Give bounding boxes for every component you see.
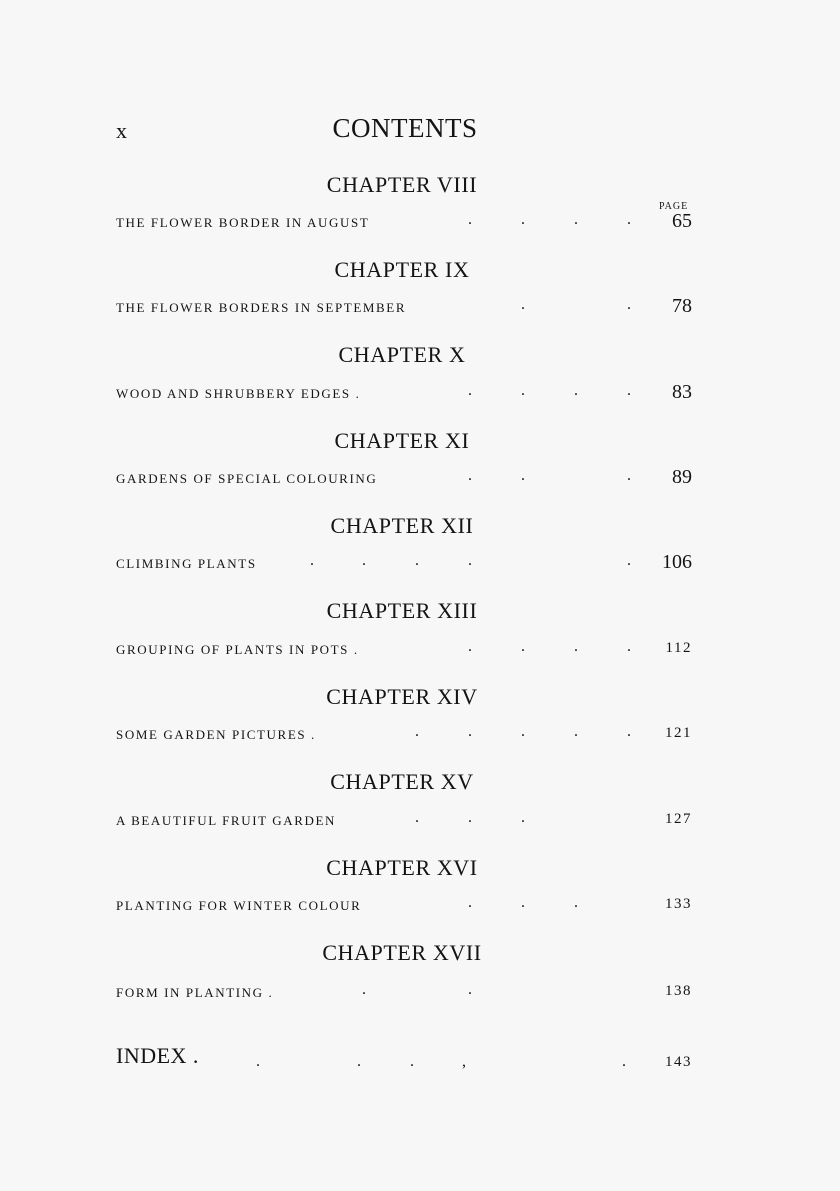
chapter-page-number: 127: [665, 811, 692, 827]
leader-dot: .: [468, 638, 472, 655]
leader-dot: .: [521, 211, 525, 228]
index-leader: ,: [462, 1053, 466, 1070]
leader-dot: .: [521, 809, 525, 826]
leader-dot: .: [574, 382, 578, 399]
chapter-title: A BEAUTIFUL FRUIT GARDEN: [116, 813, 337, 828]
leader-dot: .: [521, 382, 525, 399]
chapter-page-number: 133: [665, 896, 692, 912]
leader-dot: .: [627, 467, 631, 484]
chapter-page-number: 89: [672, 466, 692, 488]
page-number: x: [116, 118, 127, 143]
chapter-page-number: 65: [672, 210, 692, 232]
leader-dot: .: [362, 552, 366, 569]
leader-dot: .: [362, 981, 366, 998]
leader-dot: .: [627, 723, 631, 740]
chapter-title: CLIMBING PLANTS: [116, 556, 257, 571]
chapter-page-number: 138: [665, 983, 692, 999]
leader-dot: .: [415, 723, 419, 740]
chapter-heading: CHAPTER VIII: [326, 172, 478, 197]
chapter-heading: CHAPTER XV: [330, 769, 474, 794]
chapter-title: SOME GARDEN PICTURES .: [116, 727, 316, 742]
chapter-heading: CHAPTER XI: [334, 428, 470, 453]
leader-dot: .: [521, 638, 525, 655]
leader-dot: .: [468, 552, 472, 569]
chapter-heading: CHAPTER IX: [334, 257, 470, 282]
chapter-page-number: 78: [672, 295, 692, 317]
index-leader: .: [622, 1053, 626, 1070]
page-title: CONTENTS: [332, 113, 478, 143]
index-leader: .: [256, 1053, 260, 1070]
chapter-heading: CHAPTER XVII: [322, 940, 482, 965]
leader-dot: .: [310, 552, 314, 569]
chapter-heading: CHAPTER X: [338, 342, 466, 367]
leader-dot: .: [521, 723, 525, 740]
leader-dot: .: [574, 638, 578, 655]
leader-dot: .: [521, 296, 525, 313]
chapter-title: FORM IN PLANTING .: [116, 985, 274, 1000]
index-leader: .: [357, 1053, 361, 1070]
chapter-heading: CHAPTER XVI: [326, 855, 478, 880]
leader-dot: .: [627, 211, 631, 228]
chapter-title: WOOD AND SHRUBBERY EDGES .: [116, 386, 361, 401]
chapter-heading: CHAPTER XIII: [326, 598, 478, 623]
index-page-number: 143: [665, 1054, 692, 1070]
leader-dot: .: [627, 552, 631, 569]
leader-dot: .: [574, 894, 578, 911]
chapter-title: GROUPING OF PLANTS IN POTS .: [116, 642, 359, 657]
chapter-page-number: 83: [672, 381, 692, 403]
leader-dot: .: [468, 723, 472, 740]
leader-dot: .: [468, 981, 472, 998]
page-column-label: PAGE: [659, 201, 689, 212]
chapter-page-number: 121: [665, 725, 692, 741]
leader-dot: .: [468, 382, 472, 399]
leader-dot: .: [468, 894, 472, 911]
leader-dot: .: [574, 211, 578, 228]
leader-dot: .: [415, 809, 419, 826]
leader-dot: .: [468, 809, 472, 826]
chapter-heading: CHAPTER XII: [330, 513, 474, 538]
chapter-title: PLANTING FOR WINTER COLOUR: [116, 898, 362, 913]
index-leader: .: [410, 1053, 414, 1070]
leader-dot: .: [627, 638, 631, 655]
leader-dot: .: [468, 211, 472, 228]
chapter-heading: CHAPTER XIV: [326, 684, 478, 709]
index-entry: INDEX .: [116, 1043, 199, 1068]
chapter-title: THE FLOWER BORDERS IN SEPTEMBER: [116, 300, 407, 315]
leader-dot: .: [627, 382, 631, 399]
leader-dot: .: [415, 552, 419, 569]
leader-dot: .: [627, 296, 631, 313]
chapter-title: THE FLOWER BORDER IN AUGUST: [116, 215, 370, 230]
leader-dot: .: [468, 467, 472, 484]
chapter-page-number: 112: [665, 640, 692, 656]
chapter-page-number: 106: [662, 551, 692, 573]
leader-dot: .: [521, 894, 525, 911]
leader-dot: .: [521, 467, 525, 484]
chapter-title: GARDENS OF SPECIAL COLOURING: [116, 471, 378, 486]
leader-dot: .: [574, 723, 578, 740]
